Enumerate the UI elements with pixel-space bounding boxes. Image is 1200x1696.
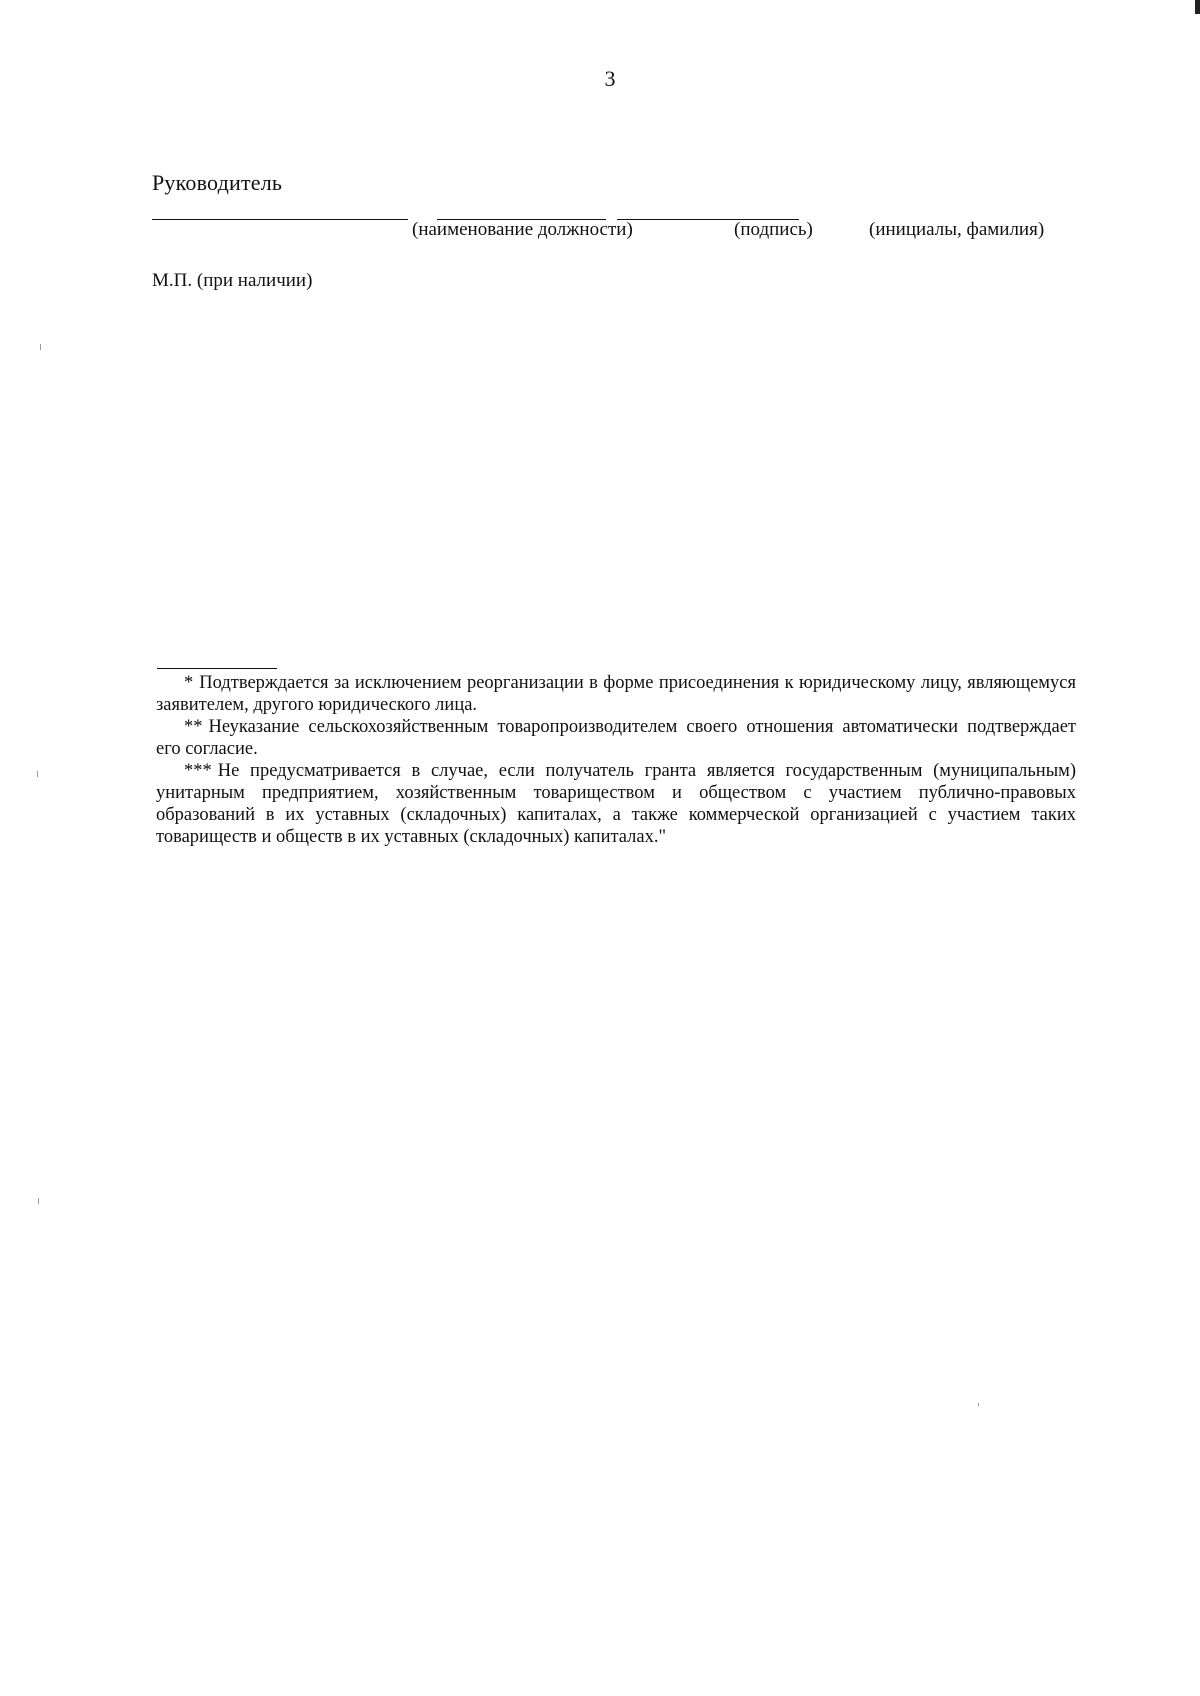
footnote-separator: [157, 668, 277, 669]
page-number: 3: [604, 66, 616, 91]
scan-speck: [38, 1198, 39, 1204]
footnote-mark: ***: [184, 761, 212, 781]
footnotes: [156, 672, 1076, 848]
position-blank-line: [152, 219, 408, 220]
signatory-heading: Руководитель: [152, 170, 283, 195]
footnote-text: Подтверждается за исключением реорганизации в форме присоединения к юридическому лицу, являющемуся заявителем, другого юридического лица.: [156, 673, 1076, 715]
scan-speck: [40, 344, 41, 350]
footnote-mark: *: [184, 673, 194, 693]
footnote-1: [156, 672, 1076, 716]
footnote-text: Не предусматривается в случае, если получатель гранта является государственным (муниципальным) унитарным предприятием, хозяйственным товариществом и обществом с участием публично-правовых образований в их уставных (складочных) капиталах, а также коммерческой организацией с участием таких товариществ и обществ в их уставных (складочных) капиталах.": [156, 761, 1076, 847]
name-caption: (инициалы, фамилия): [869, 219, 1045, 240]
scan-speck: [37, 771, 38, 777]
scan-speck: [978, 1403, 979, 1406]
stamp-note: М.П. (при наличии): [152, 270, 313, 291]
footnote-2: [156, 716, 1076, 760]
footnote-text: Неуказание сельскохозяйственным товаропроизводителем своего отношения автоматически подтверждает его согласие.: [156, 717, 1076, 759]
footnote-mark: **: [184, 717, 203, 737]
signature-caption: (подпись): [734, 219, 813, 240]
footnote-3: [156, 760, 1076, 848]
position-caption: (наименование должности): [412, 219, 633, 240]
scan-edge-mark: [1195, 0, 1200, 14]
